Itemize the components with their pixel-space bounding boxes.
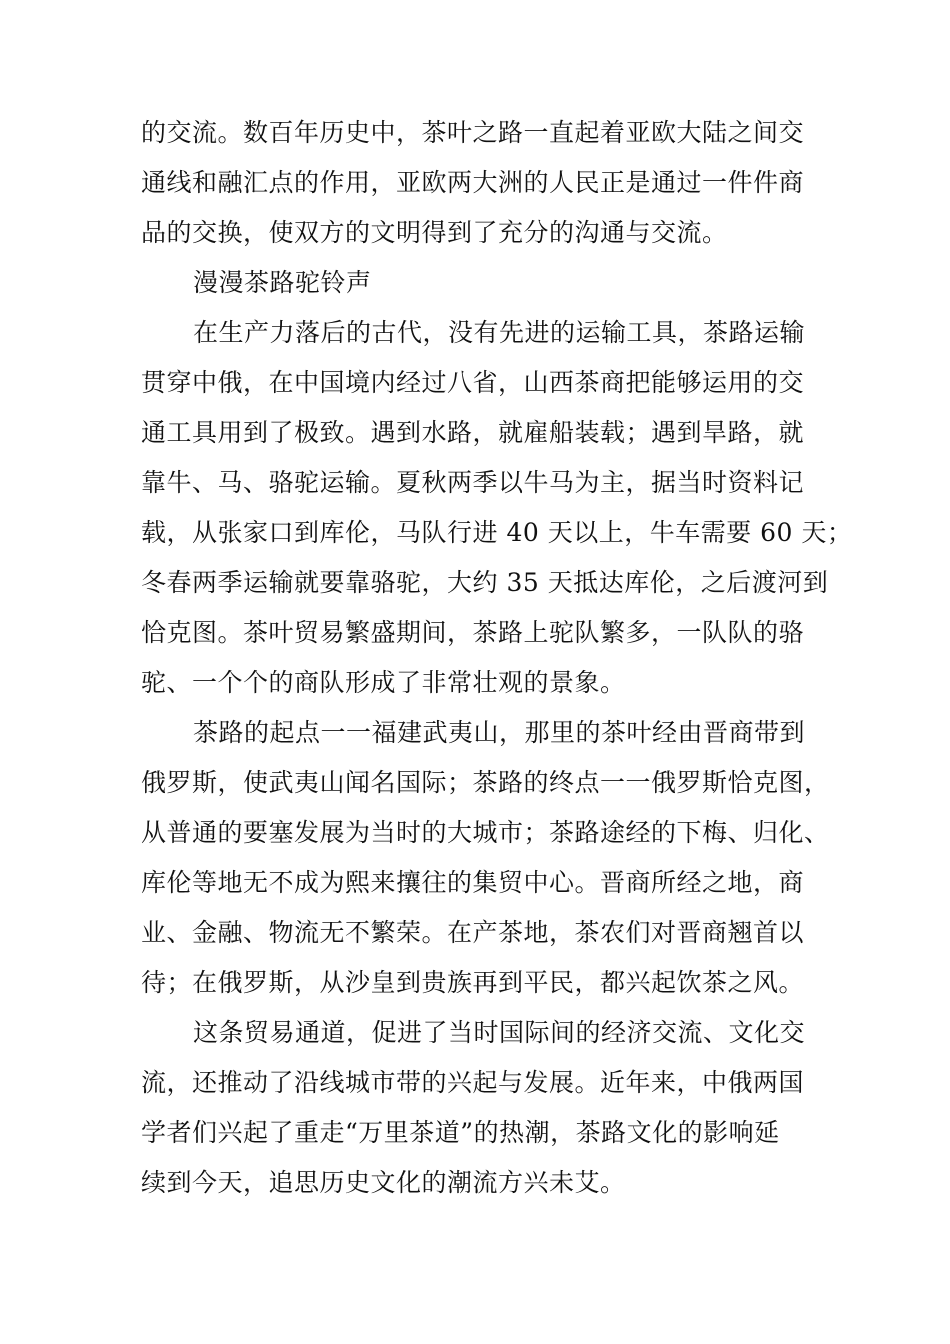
paragraph [141,1008,821,1208]
text-line: 恰克图。茶叶贸易繁盛期间，茶路上驼队繁多，一队队的骆 [141,618,805,647]
text-line: 通线和融汇点的作用，亚欧两大洲的人民正是通过一件件商 [141,168,805,197]
text-line: 这条贸易通道，促进了当时国际间的经济交流、文化交 [193,1018,806,1047]
document-body [141,108,853,1208]
heading-line: 漫漫茶路驼铃声 [193,268,372,297]
paragraph [141,108,821,258]
paragraph [141,308,853,708]
text-line: 载，从张家口到库伦，马队行进 40 天以上，牛车需要 60 天； [141,518,853,547]
text-line: 流，还推动了沿线城市带的兴起与发展。近年来，中俄两国 [141,1068,805,1097]
text-line: 俄罗斯，使武夷山闻名国际；茶路的终点一一俄罗斯恰克图， [141,768,830,797]
text-line: 通工具用到了极致。遇到水路，就雇船装载；遇到旱路，就 [141,418,805,447]
text-line: 业、金融、物流无不繁荣。在产茶地，茶农们对晋商翘首以 [141,918,805,947]
text-line: 在生产力落后的古代，没有先进的运输工具，茶路运输 [193,318,806,347]
text-line: 续到今天，追思历史文化的潮流方兴未艾。 [141,1168,626,1197]
text-line: 的交流。数百年历史中，茶叶之路一直起着亚欧大陆之间交 [141,118,805,147]
text-line: 驼、一个个的商队形成了非常壮观的景象。 [141,668,626,697]
text-line: 学者们兴起了重走“万里茶道”的热潮，茶路文化的影响延 [141,1118,780,1147]
text-line: 贯穿中俄，在中国境内经过八省，山西茶商把能够运用的交 [141,368,805,397]
text-line: 待；在俄罗斯，从沙皇到贵族再到平民，都兴起饮茶之风。 [141,968,805,997]
text-line: 茶路的起点一一福建武夷山，那里的茶叶经由晋商带到 [193,718,806,747]
text-line: 库伦等地无不成为熙来攘往的集贸中心。晋商所经之地，商 [141,868,805,897]
text-line: 冬春两季运输就要靠骆驼，大约 35 天抵达库伦，之后渡河到 [141,568,829,597]
text-line: 靠牛、马、骆驼运输。夏秋两季以牛马为主，据当时资料记 [141,468,805,497]
paragraph [141,708,830,1008]
section-heading [141,258,821,308]
text-line: 从普通的要塞发展为当时的大城市；茶路途经的下梅、归化、 [141,818,830,847]
text-line: 品的交换，使双方的文明得到了充分的沟通与交流。 [141,218,728,247]
